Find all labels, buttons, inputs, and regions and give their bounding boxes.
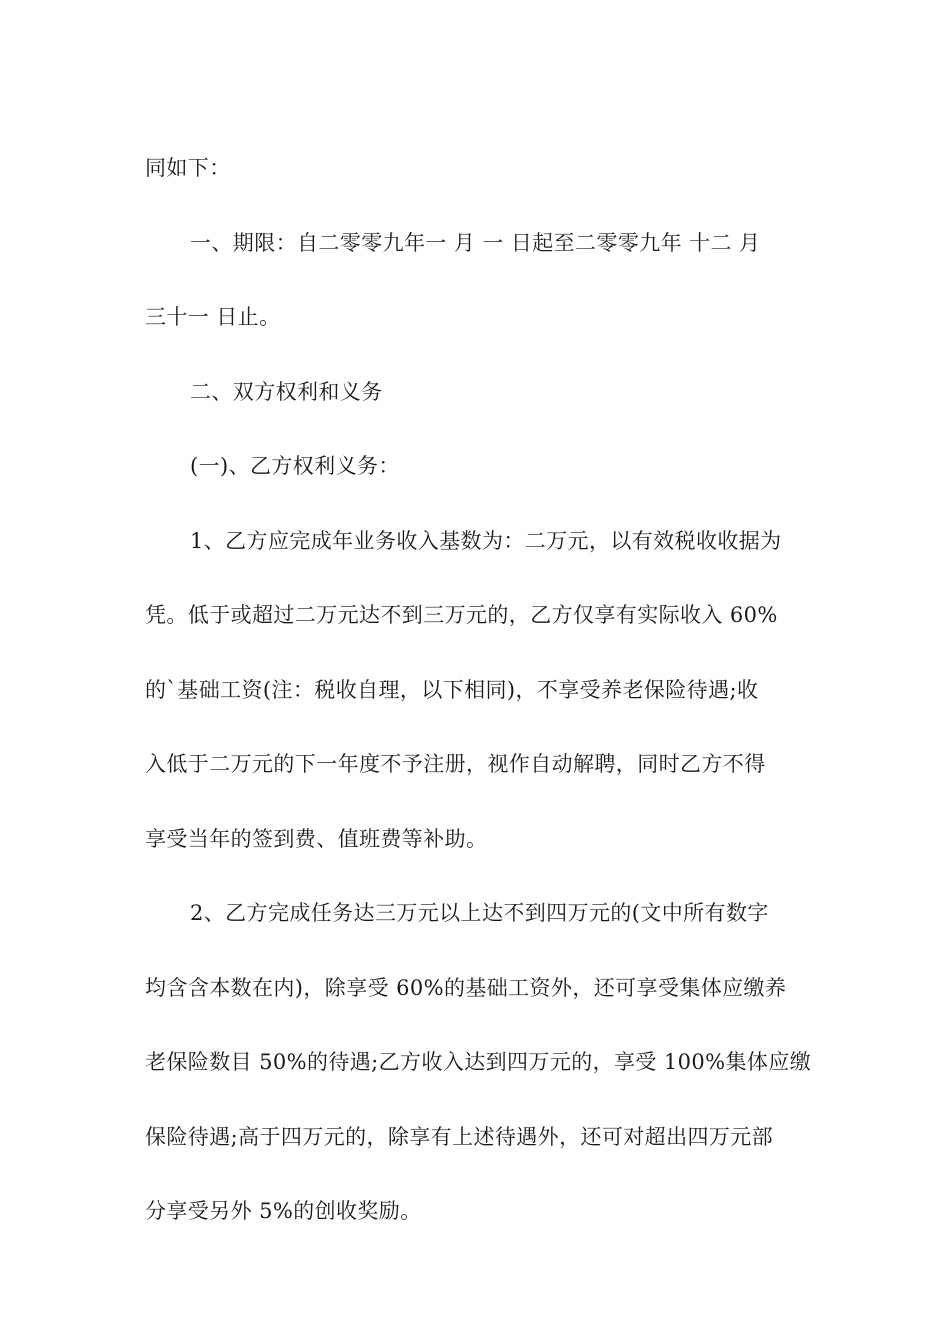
text-line: 同如下： bbox=[145, 156, 231, 180]
document-body bbox=[145, 131, 810, 1249]
text-line: 1、乙方应完成年业务收入基数为：二万元，以有效税收收据为 bbox=[190, 528, 782, 553]
text-line: 老保险数目 50%的待遇;乙方收入达到四万元的，享受 100%集体应缴 bbox=[145, 1050, 812, 1074]
subsection-heading: (一)、乙方权利义务： bbox=[190, 454, 400, 478]
text-line: 2、乙方完成任务达三万元以上达不到四万元的(文中所有数字 bbox=[190, 901, 769, 925]
text-line: 入低于二万元的下一年度不予注册，视作自动解聘，同时乙方不得 bbox=[145, 752, 766, 776]
text-line: 凭。低于或超过二万元达不到三万元的，乙方仅享有实际收入 60% bbox=[145, 603, 778, 627]
text-line: 的`基础工资(注：税收自理，以下相同)，不享受养老保险待遇;收 bbox=[145, 677, 759, 702]
section-heading: 二、双方权利和义务 bbox=[190, 379, 383, 404]
text-line: 分享受另外 5%的创收奖励。 bbox=[145, 1199, 422, 1223]
text-line: 均含含本数在内)，除享受 60%的基础工资外，还可享受集体应缴养 bbox=[145, 975, 787, 1000]
text-line: 一、期限：自二零零九年一 月 一 日起至二零零九年 十二 月 bbox=[190, 230, 761, 255]
text-line: 保险待遇;高于四万元的，除享有上述待遇外，还可对超出四万元部 bbox=[145, 1124, 774, 1149]
text-line: 三十一 日止。 bbox=[145, 305, 281, 329]
text-line: 享受当年的签到费、值班费等补助。 bbox=[145, 826, 488, 851]
